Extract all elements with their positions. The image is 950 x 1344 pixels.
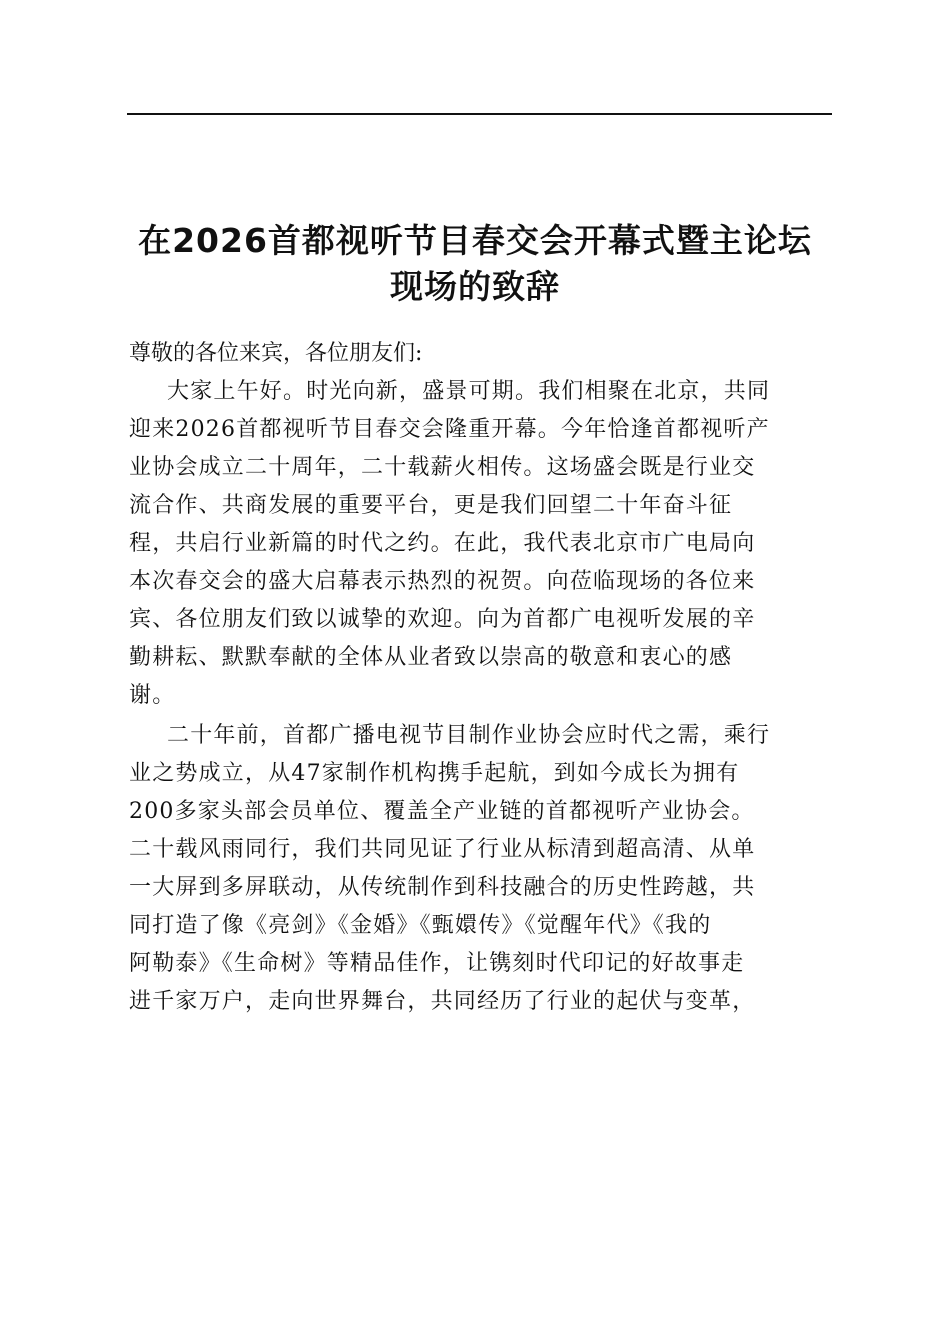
paragraph-line: 二十年前，首都广播电视节目制作业协会应时代之需，乘行 — [167, 723, 771, 748]
paragraph-line: 二十载风雨同行，我们共同见证了行业从标清到超高清、从单 — [129, 837, 756, 862]
paragraph-line: 宾、各位朋友们致以诚挚的欢迎。向为首都广电视听发展的辛 — [129, 607, 756, 632]
paragraph-line: 阿勒泰》《生命树》等精品佳作，让镌刻时代印记的好故事走 — [129, 951, 745, 976]
paragraph-line: 200多家头部会员单位、覆盖全产业链的首都视听产业协会。 — [129, 799, 755, 824]
paragraph-line: 同打造了像《亮剑》《金婚》《甄嬛传》《觉醒年代》《我的 — [129, 913, 712, 938]
paragraph-line: 本次春交会的盛大启幕表示热烈的祝贺。向莅临现场的各位来 — [129, 569, 756, 594]
title-line: 现场的致辞 — [390, 267, 560, 306]
paragraph-line: 大家上午好。时光向新，盛景可期。我们相聚在北京，共同 — [167, 379, 771, 404]
paragraph-line: 谢。 — [129, 683, 176, 708]
header-rule — [127, 113, 832, 115]
paragraph-line: 业之势成立，从47家制作机构携手起航，到如今成长为拥有 — [129, 761, 740, 786]
paragraph-line: 流合作、共商发展的重要平台，更是我们回望二十年奋斗征 — [129, 493, 733, 518]
document-body — [129, 335, 834, 1021]
paragraph-line: 进千家万户，走向世界舞台，共同经历了行业的起伏与变革， — [129, 989, 756, 1014]
document-title — [100, 218, 850, 310]
paragraph-line: 勤耕耘、默默奉献的全体从业者致以崇高的敬意和衷心的感 — [129, 645, 733, 670]
title-line: 在2026首都视听节目春交会开幕式暨主论坛 — [138, 221, 812, 260]
paragraph-line: 迎来2026首都视听节目春交会隆重开幕。今年恰逢首都视听产 — [129, 417, 770, 442]
paragraph-line: 一大屏到多屏联动，从传统制作到科技融合的历史性跨越，共 — [129, 875, 756, 900]
paragraph-line: 程，共启行业新篇的时代之约。在此，我代表北京市广电局向 — [129, 531, 756, 556]
paragraph-line: 业协会成立二十周年，二十载薪火相传。这场盛会既是行业交 — [129, 455, 756, 480]
paragraph — [129, 717, 834, 1021]
salutation: 尊敬的各位来宾，各位朋友们: — [129, 341, 423, 366]
paragraph — [129, 373, 834, 715]
